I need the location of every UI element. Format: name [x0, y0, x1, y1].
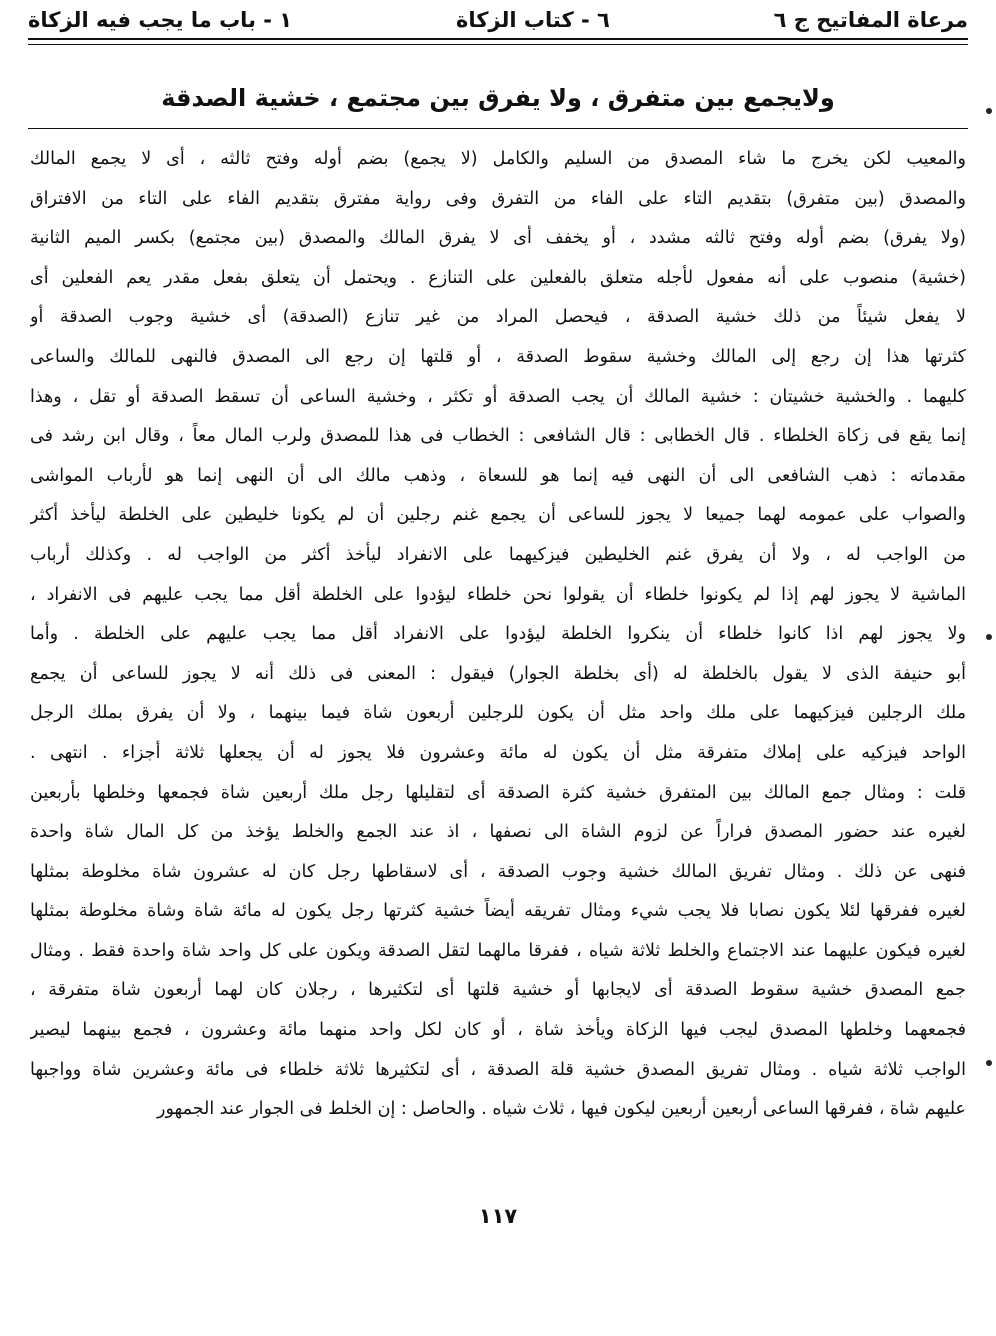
running-header	[28, 4, 968, 36]
text-line: والصواب على عمومه لهما جميعا لا يجوز للساعى أن يجمع غنم رجلين أن لم يكونا خليطين على الخلطة ليأخذ أكثر	[30, 505, 966, 526]
text-line: فنهى عن ذلك . ومثال تفريق المالك خشية وجوب الصدقة ، أى لاسقاطها رجل كان له عشرون شاة مخلوطة بمثلها	[30, 861, 966, 882]
text-line: (خشية) منصوب على أنه مفعول لأجله متعلق بالفعلين على التنازع . ويحتمل أن يتعلق بفعل مقدر يعم الفعلين أى	[30, 267, 966, 288]
text-line: والمصدق (بين متفرق) بتقديم التاء على الفاء من التفرق وفى رواية مفترق بتقديم الفاء على التاء من الافتراق	[30, 188, 966, 209]
title-rule	[28, 128, 968, 129]
hadith-title: ولايجمع بين متفرق ، ولا يفرق بين مجتمع ، خشية الصدقة	[161, 84, 835, 112]
text-line: لغيره فيكون عليهما عند الاجتماع والخلط ثلاثة شياه ، ففرقا مالهما لتقل الصدقة ويكون على كل واحد شاة واحدة فقط . ومثال	[30, 940, 966, 961]
text-line: (ولا يفرق) بضم أوله وفتح ثالثه مشدد ، أو يخفف أى لا يفرق المالك والمصدق (بين مجتمع) بكسر الميم الثانية	[30, 228, 966, 249]
text-line: عليهم شاة ، ففرقها الساعى أربعين أربعين ليكون فيها ، ثلاث شياه . والحاصل : إن الخلط فى الجوار عند الجمهور	[157, 1099, 966, 1120]
text-line: جمع المصدق خشية سقوط الصدقة أى لايجابها أو خشية قلتها أى لتكثيرها ، رجلان كان لهما أربعون شاة متفرقة ،	[30, 980, 966, 1001]
text-line: والمعيب لكن يخرج ما شاء المصدق من السليم والكامل (لا يجمع) بضم أوله وفتح ثالثه ، أى لا يجمع المالك	[30, 149, 966, 169]
body-text	[30, 140, 966, 1130]
margin-dot	[986, 1060, 992, 1066]
margin-dot	[986, 634, 992, 640]
header-double-rule	[28, 38, 968, 45]
text-line: من الواجب له ، ولا أن يفرق غنم الخليطين فيزكيهما على الانفراد ليأخذ أكثر من الواجب له . وكذلك أرباب	[30, 544, 966, 565]
text-line: فجمعهما وخلطها المصدق ليجب فيها الزكاة ويأخذ شاة ، أو كان لكل واحد منهما مائة وعشرون ، فجمع بينهما ليصير	[30, 1020, 966, 1041]
page-number: ١١٧	[478, 1204, 518, 1228]
text-line: لغيره ففرقها لئلا يكون نصابا فلا يجب شيء ومثال تفريقه أيضاً خشية كثرتها رجل يكون له مائة شاة وشاة مخلوطة بمثلها	[30, 901, 966, 922]
text-line: إنما يقع فى زكاة الخلطاء . قال الخطابى : قال الشافعى : الخطاب فى هذا للمصدق ولرب المال معاً ، وقال ابن رشد فى	[30, 426, 966, 447]
text-line: أبو حنيفة الذى لا يقول بالخلطة له (أى بخلطة الجوار) فيقول : المعنى فى ذلك أنه لا يجوز للساعى أن يجمع	[30, 663, 966, 684]
header-chapter: ٦ - كتاب الزكاة	[455, 8, 610, 32]
text-line: كليهما . والخشية خشيتان : خشية المالك أن يجب الصدقة أو تكثر ، وخشية الساعى أن تسقط الصدقة أو تقل ، وهذا	[30, 386, 966, 407]
text-line: كثرتها هذا إن رجع إلى المالك وخشية سقوط الصدقة ، أو قلتها إن رجع الى المصدق فالنهى للمالك والساعى	[30, 346, 966, 367]
header-section: ١ - باب ما يجب فيه الزكاة	[28, 8, 293, 32]
text-line: لغيره عند حضور المصدق فراراً عن لزوم الشاة الى نصفها ، اذ عند الجمع والخلط يؤخذ من كل المال شاة واحدة	[30, 822, 966, 843]
header-book-volume: مرعاة المفاتيح ج ٦	[773, 8, 968, 32]
text-line: الواحد فيزكيه على إملاك متفرقة مثل أن يكون له مائة وعشرون فلا يجوز له أن يجعلها ثلاثة أجزاء . انتهى .	[30, 742, 966, 763]
text-line: لا يفعل شيئاً من ذلك خشية الصدقة ، فيحصل المراد من غير تنازع (الصدقة) أى خشية وجوب الصدقة أو	[30, 307, 966, 328]
text-line: مقدماته : ذهب الشافعى الى أن النهى فيه إنما هو للسعاة ، وذهب مالك الى أن النهى إنما هو لأرباب المواشى	[30, 465, 966, 486]
text-line: ملك الرجلين فيزكيهما على ملك واحد مثل أن يكون للرجلين أربعون شاة فيما بينهما ، ولا أن يفرق بملك الرجل	[30, 703, 966, 724]
text-line: ولا يجوز لهم اذا كانوا خلطاء أن ينكروا الخلطة ليؤدوا على الانفراد أقل مما يجب عليهم على الخلطة . وأما	[30, 624, 966, 645]
text-line: قلت : ومثال جمع المالك بين المتفرق خشية كثرة الصدقة أى لتقليلها رجل ملك أربعين شاة فجمعها وخلطها بأربعين	[30, 782, 966, 803]
text-line: الماشية لا يجوز لهم إذا لم يكونوا خلطاء أن يقولوا نحن خلطاء ليؤدوا على الخلطة أقل مما يجب عليهم فى الانفراد ،	[30, 584, 966, 605]
text-line: الواجب ثلاثة شياه . ومثال تفريق المصدق خشية قلة الصدقة ، أى لتكثيرها ثلاثة خلطاء فى مائة وعشرين شاة وواجبها	[30, 1059, 966, 1080]
margin-dot	[986, 108, 992, 114]
